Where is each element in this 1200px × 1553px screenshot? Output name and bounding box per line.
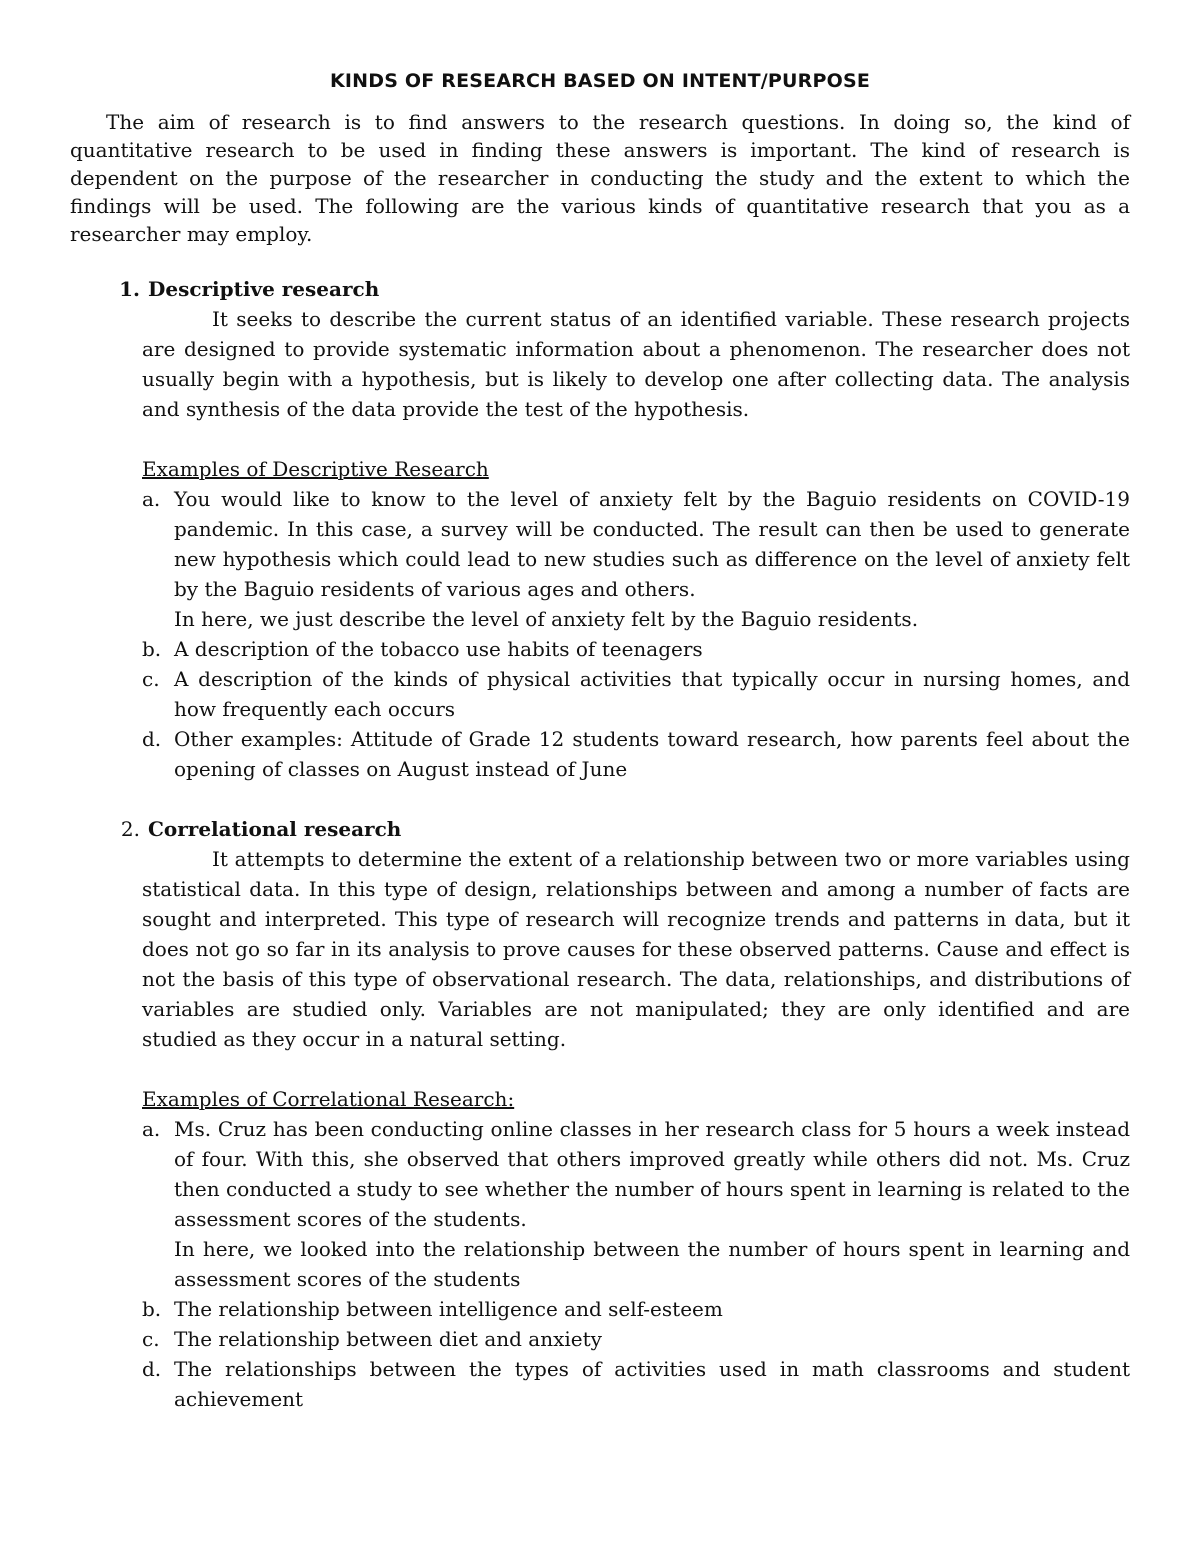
list-item <box>142 664 1130 724</box>
list-item <box>142 1294 1130 1324</box>
page-title: KINDS OF RESEARCH BASED ON INTENT/PURPOSE <box>329 70 871 92</box>
list-marker: d. <box>142 1357 162 1381</box>
section-body <box>142 304 1130 784</box>
example-text: The relationship between diet and anxiety <box>174 1327 602 1351</box>
list-marker: d. <box>142 727 162 751</box>
example-text: The relationship between intelligence and self-esteem <box>174 1297 723 1321</box>
example-note: In here, we looked into the relationship between the number of hours spent in learning and assessment scores of the students <box>174 1237 1130 1291</box>
list-item-text <box>174 1114 1130 1294</box>
section-descriptive-research <box>70 274 1130 784</box>
list-item <box>142 484 1130 634</box>
list-item <box>142 1114 1130 1294</box>
example-text: Ms. Cruz has been conducting online classes in her research class for 5 hours a week instead of four. With this, she observed that others improved greatly while others did not. Ms. Cruz then conducted a study to see whether the number of hours spent in learning is related to the assessment scores of the students. <box>174 1117 1130 1231</box>
list-item <box>142 1324 1130 1354</box>
list-item-text <box>174 484 1130 634</box>
section-description: It attempts to determine the extent of a relationship between two or more variables using statistical data. In this type of design, relationships between and among a number of facts are sought and interpreted. This type of research will recognize trends and patterns in data, but it does not go so far in its analysis to prove causes for these observed patterns. Cause and effect is not the basis of this type of observational research. The data, relationships, and distributions of variables are studied only. Variables are not manipulated; they are only identified and are studied as they occur in a natural setting. <box>142 847 1130 1051</box>
list-marker: a. <box>142 1117 161 1141</box>
document-page <box>70 70 1130 1414</box>
list-item <box>142 634 1130 664</box>
section-number: 2. <box>120 817 140 841</box>
example-text: A description of the kinds of physical activities that typically occur in nursing homes, and how frequently each occurs <box>174 667 1130 721</box>
section-heading <box>70 274 1130 304</box>
section-body <box>142 844 1130 1414</box>
examples-heading: Examples of Descriptive Research <box>142 457 489 481</box>
example-text: The relationships between the types of activities used in math classrooms and student achievement <box>174 1357 1130 1411</box>
examples-list <box>142 1114 1130 1414</box>
example-note: In here, we just describe the level of anxiety felt by the Baguio residents. <box>174 607 919 631</box>
list-marker: a. <box>142 487 161 511</box>
list-item <box>142 724 1130 784</box>
examples-heading: Examples of Correlational Research: <box>142 1087 515 1111</box>
list-marker: b. <box>142 637 162 661</box>
list-item <box>142 1354 1130 1414</box>
section-title: Correlational research <box>148 817 402 841</box>
section-title: Descriptive research <box>148 277 380 301</box>
section-correlational-research <box>70 814 1130 1414</box>
list-marker: c. <box>142 667 160 691</box>
example-text: A description of the tobacco use habits of teenagers <box>174 637 703 661</box>
section-number: 1. <box>119 277 140 301</box>
examples-list <box>142 484 1130 784</box>
intro-paragraph: The aim of research is to find answers to the research questions. In doing so, the kind of quantitative research to be used in finding these answers is important. The kind of research is dependent on the purpose of the researcher in conducting the study and the extent to which the findings will be used. The following are the various kinds of quantitative research that you as a researcher may employ. <box>70 110 1130 246</box>
list-marker: c. <box>142 1327 160 1351</box>
example-text: You would like to know to the level of anxiety felt by the Baguio residents on COVID-19 pandemic. In this case, a survey will be conducted. The result can then be used to generate new hypothesis which could lead to new studies such as difference on the level of anxiety felt by the Baguio residents of various ages and others. <box>174 487 1130 601</box>
section-description: It seeks to describe the current status of an identified variable. These research projects are designed to provide systematic information about a phenomenon. The researcher does not usually begin with a hypothesis, but is likely to develop one after collecting data. The analysis and synthesis of the data provide the test of the hypothesis. <box>142 307 1130 421</box>
list-marker: b. <box>142 1297 162 1321</box>
section-heading <box>70 814 1130 844</box>
example-text: Other examples: Attitude of Grade 12 students toward research, how parents feel about the opening of classes on August instead of June <box>174 727 1130 781</box>
